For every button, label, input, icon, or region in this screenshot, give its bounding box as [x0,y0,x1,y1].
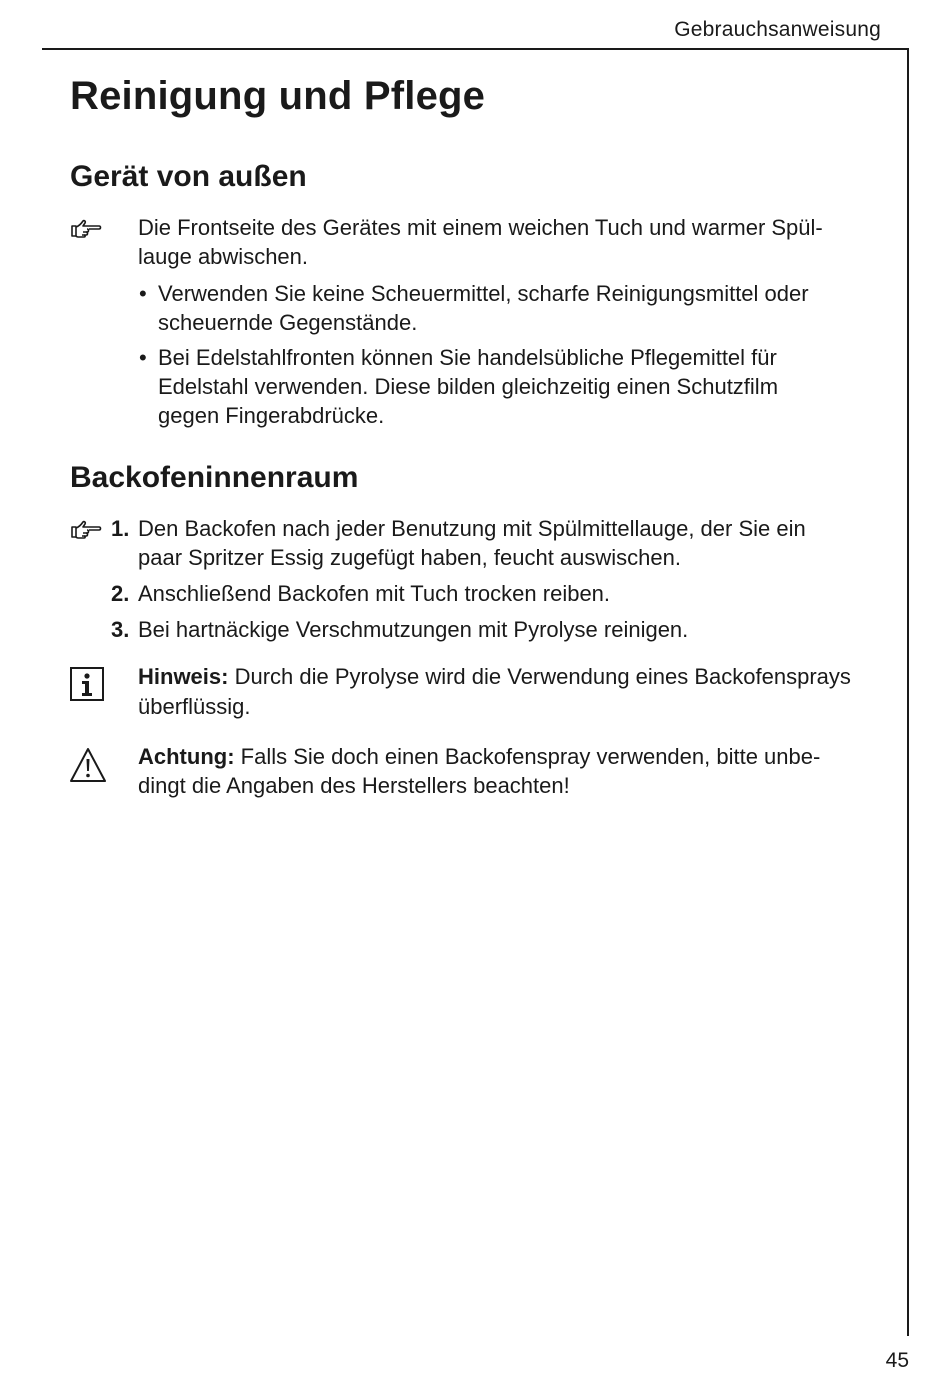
note-text: Durch die Pyrolyse wird die Verwendung eines Backofensprays [228,664,851,689]
step-line: Bei hartnäckige Verschmutzungen mit Pyrolyse reinigen. [138,617,689,642]
step-number: 2. [111,581,130,606]
step-line: Anschließend Backofen mit Tuch trocken reiben. [138,581,611,606]
pointing-hand-icon [70,219,104,239]
step-number: 3. [111,617,130,642]
warning-label: Achtung: [138,744,235,769]
bullet-line: Verwenden Sie keine Scheuermittel, scharfe Reinigungsmittel oder [158,281,809,306]
warning-line [138,742,820,771]
bullet-line: Bei Edelstahlfronten können Sie handelsübliche Pflegemittel für [158,345,777,370]
exterior-instruction-line: lauge abwischen. [138,244,309,269]
bullet-marker: • [139,281,147,306]
step-number: 1. [111,516,130,541]
running-header: Gebrauchsanweisung [674,18,881,41]
warning-triangle-icon [69,747,107,783]
page-number: 45 [885,1349,909,1372]
header-rule [42,48,909,50]
pointing-hand-icon [70,520,104,540]
section-heading-interior: Backofeninnenraum [70,461,359,494]
note-line [138,662,851,691]
step-line: paar Spritzer Essig zugefügt haben, feucht auswischen. [138,545,681,570]
side-rule [907,48,909,1336]
bullet-line: scheuernde Gegenstände. [158,310,418,335]
step-line: Den Backofen nach jeder Benutzung mit Spülmittellauge, der Sie ein [138,516,806,541]
bullet-line: gegen Fingerabdrücke. [158,403,385,428]
bullet-marker: • [139,345,147,370]
bullet-line: Edelstahl verwenden. Diese bilden gleichzeitig einen Schutzfilm [158,374,779,399]
warning-text: Falls Sie doch einen Backofenspray verwenden, bitte unbe- [234,744,821,769]
section-heading-exterior: Gerät von außen [70,160,307,193]
exterior-instruction-line: Die Frontseite des Gerätes mit einem weichen Tuch und warmer Spül- [138,215,823,240]
note-label: Hinweis: [138,664,229,689]
page-title: Reinigung und Pflege [70,74,486,118]
info-icon [70,667,104,701]
note-line: überflüssig. [138,694,251,719]
warning-line: dingt die Angaben des Herstellers beachten! [138,773,570,798]
